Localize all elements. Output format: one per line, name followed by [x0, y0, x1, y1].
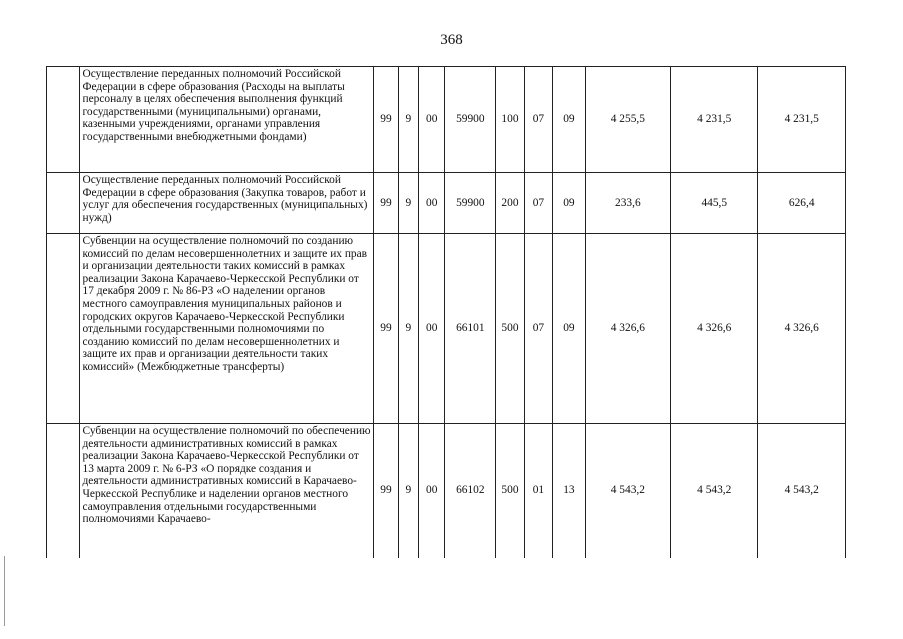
row-index-cell [47, 424, 80, 558]
page-number: 368 [440, 32, 463, 48]
amount-year3-cell: 626,4 [758, 173, 846, 234]
direction-code-cell: 66102 [445, 424, 496, 558]
row-index-cell [47, 67, 80, 173]
direction-code-cell: 59900 [445, 67, 496, 173]
measure-code-cell: 00 [419, 234, 445, 424]
subprogram-code-cell: 9 [398, 424, 418, 558]
expense-type-cell: 200 [496, 173, 524, 234]
measure-code-cell: 00 [419, 173, 445, 234]
amount-year1-cell: 4 326,6 [585, 234, 670, 424]
subsection-cell: 09 [553, 234, 586, 424]
table-row [47, 424, 846, 558]
section-cell: 07 [524, 67, 552, 173]
description-cell: Осуществление переданных полномочий Российской Федерации в сфере образования (Расходы на выплаты персоналу в целях обеспечения выполнения функций государственными (муниципальными) органами, казенными учреждениями, органами управления государственными внебюджетными фондами) [79, 67, 374, 173]
section-cell: 07 [524, 234, 552, 424]
program-code-cell: 99 [374, 67, 398, 173]
row-index-cell [47, 234, 80, 424]
subsection-cell: 09 [553, 67, 586, 173]
amount-year3-cell: 4 326,6 [758, 234, 846, 424]
amount-year2-cell: 4 543,2 [671, 424, 758, 558]
scan-edge-line [4, 556, 5, 626]
amount-year1-cell: 233,6 [585, 173, 670, 234]
description-cell: Субвенции на осуществление полномочий по обеспечению деятельности административных комиссий в рамках реализации Закона Карачаево-Черкесской Республики от 13 марта 2009 г. № 6-РЗ «О порядке создания и деятельности административных комиссий в Карачаево-Черкесской Республике и наделении органов местного самоуправления отдельными государственными полномочиями Карачаево- [79, 424, 374, 558]
subsection-cell: 09 [553, 173, 586, 234]
amount-year3-cell: 4 231,5 [758, 67, 846, 173]
budget-table [46, 66, 846, 558]
expense-type-cell: 500 [496, 234, 524, 424]
amount-year1-cell: 4 255,5 [585, 67, 670, 173]
description-cell: Субвенции на осуществление полномочий по созданию комиссий по делам несовершеннолетних и защите их прав и организации деятельности таких комиссий в рамках реализации Закона Карачаево-Черкесской Республики от 17 декабря 2009 г. № 86-РЗ «О наделении органов местного самоуправления муниципальных районов и городских округов Карачаево-Черкесской Республики отдельными государственными полномочиями по созданию комиссий по делам несовершеннолетних и защите их прав и организации деятельности таких комиссий» (Межбюджетные трансферты) [79, 234, 374, 424]
direction-code-cell: 66101 [445, 234, 496, 424]
amount-year2-cell: 445,5 [671, 173, 758, 234]
amount-year1-cell: 4 543,2 [585, 424, 670, 558]
table-row [47, 173, 846, 234]
table-row [47, 234, 846, 424]
direction-code-cell: 59900 [445, 173, 496, 234]
description-cell: Осуществление переданных полномочий Российской Федерации в сфере образования (Закупка товаров, работ и услуг для обеспечения государственных (муниципальных) нужд) [79, 173, 374, 234]
expense-type-cell: 100 [496, 67, 524, 173]
program-code-cell: 99 [374, 424, 398, 558]
subsection-cell: 13 [553, 424, 586, 558]
amount-year2-cell: 4 326,6 [671, 234, 758, 424]
amount-year3-cell: 4 543,2 [758, 424, 846, 558]
measure-code-cell: 00 [419, 67, 445, 173]
expense-type-cell: 500 [496, 424, 524, 558]
section-cell: 01 [524, 424, 552, 558]
section-cell: 07 [524, 173, 552, 234]
table-row [47, 67, 846, 173]
subprogram-code-cell: 9 [398, 67, 418, 173]
row-index-cell [47, 173, 80, 234]
subprogram-code-cell: 9 [398, 173, 418, 234]
amount-year2-cell: 4 231,5 [671, 67, 758, 173]
subprogram-code-cell: 9 [398, 234, 418, 424]
program-code-cell: 99 [374, 173, 398, 234]
measure-code-cell: 00 [419, 424, 445, 558]
program-code-cell: 99 [374, 234, 398, 424]
